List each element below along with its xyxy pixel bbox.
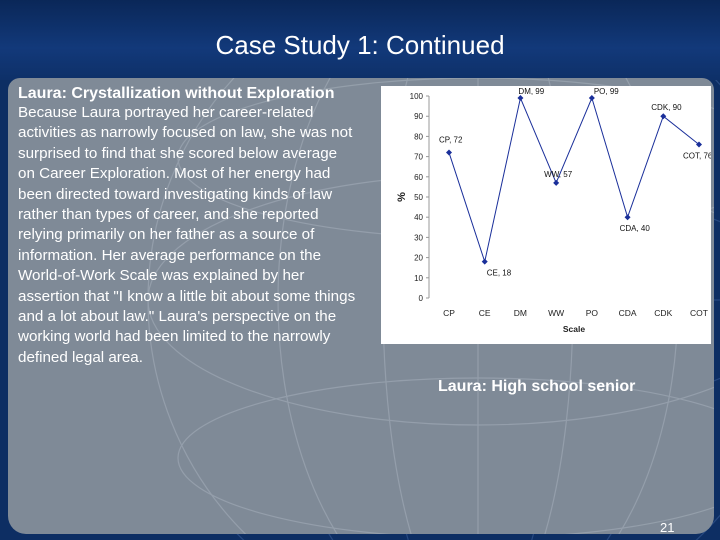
chart-caption: Laura: High school senior	[438, 378, 636, 395]
title-bar	[0, 0, 720, 80]
y-tick-label: 50	[414, 193, 423, 202]
data-point	[446, 150, 452, 156]
y-tick-label: 70	[414, 152, 423, 162]
data-label: WW, 57	[544, 169, 573, 179]
line-chart	[381, 86, 711, 344]
y-tick-label: 60	[414, 172, 423, 182]
data-label: COT, 76	[683, 151, 711, 161]
data-label: DM, 99	[518, 87, 545, 97]
y-tick-label: 0	[418, 294, 423, 303]
x-tick-label: CDA	[618, 308, 637, 318]
data-label: CDK, 90	[651, 103, 682, 113]
y-tick-label: 100	[409, 92, 423, 101]
y-tick-label: 40	[414, 213, 423, 223]
data-label: CE, 18	[486, 268, 512, 278]
case-body: Because Laura portrayed her career-related activities as narrowly focused on law, she was not surprised to find that she scored below average on Career Exploration. Most of her energy had been directed toward investigating kinds of law rather than types of career, and she reported relying primarily on her father as a source of information. Her average performance on the World-of-Work Scale was explained by her assertion that "I know a little bit about some things and a lot about law." Laura's perspective on the working world had been limited to the narrowly defined legal area.	[18, 104, 356, 366]
data-point	[482, 259, 488, 265]
chart-container	[381, 86, 711, 344]
x-axis-label: Scale	[562, 324, 586, 334]
x-tick-label: CP	[443, 308, 455, 318]
y-tick-label: 90	[414, 112, 423, 122]
x-tick-label: CDK	[654, 308, 673, 318]
data-label: CP, 72	[439, 135, 463, 145]
data-label: CDA, 40	[619, 224, 650, 234]
data-label: PO, 99	[593, 87, 619, 97]
x-tick-label: WW	[548, 308, 565, 318]
x-tick-label: PO	[585, 308, 598, 318]
content-panel	[8, 78, 714, 534]
y-tick-label: 20	[414, 253, 423, 263]
y-axis-label: %	[396, 192, 408, 202]
x-tick-label: DM	[513, 308, 528, 318]
y-tick-label: 80	[414, 132, 423, 142]
y-tick-label: 30	[414, 233, 423, 243]
data-point	[625, 214, 631, 220]
x-tick-label: CE	[478, 308, 491, 318]
case-heading: Laura: Crystallization without Exploration	[18, 85, 335, 102]
series-line	[449, 98, 699, 262]
x-tick-label: COT	[690, 308, 708, 318]
y-tick-label: 10	[414, 273, 423, 283]
case-text	[18, 84, 358, 368]
page-number: 21	[660, 520, 675, 534]
data-point	[553, 180, 559, 186]
slide-title: Case Study 1: Continued	[215, 30, 505, 60]
